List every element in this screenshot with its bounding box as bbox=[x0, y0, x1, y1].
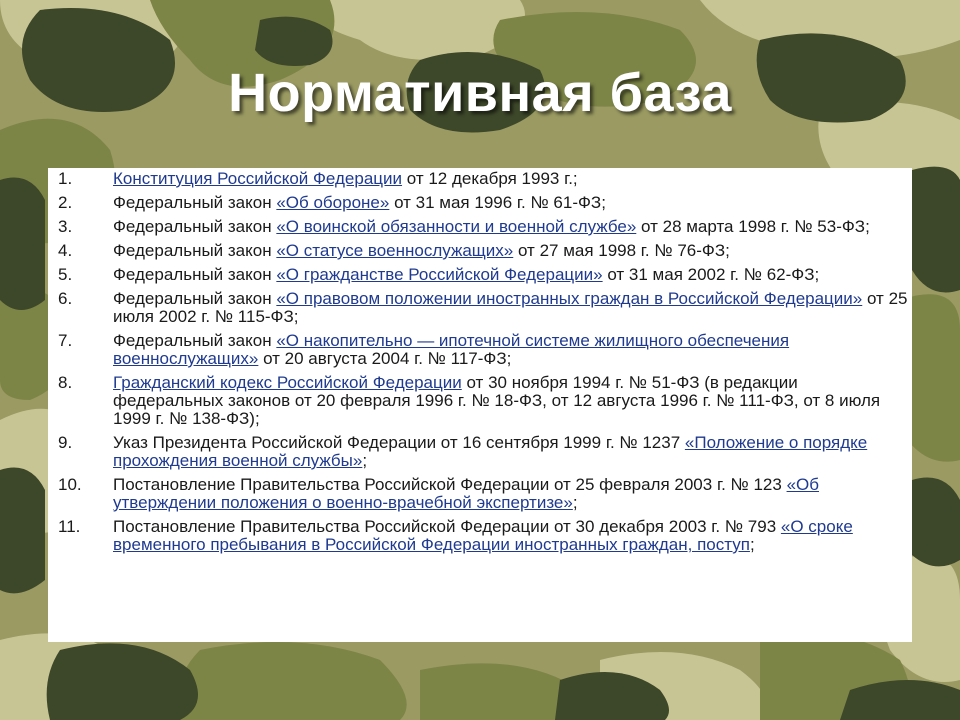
list-item-text: Федеральный закон bbox=[113, 289, 277, 308]
list-item-text: Постановление Правительства Российской Федерации от 25 февраля 2003 г. № 123 bbox=[113, 475, 787, 494]
document-link[interactable]: «Об обороне» bbox=[276, 193, 390, 212]
document-link[interactable]: «О сроке временного пребывания в Российской Федерации иностранных граждан, поступ bbox=[113, 517, 853, 554]
list-item-text: от 25 июля 2002 г. № 115-ФЗ; bbox=[113, 289, 908, 326]
list-item bbox=[48, 266, 912, 284]
list-item-number: 6. bbox=[58, 289, 73, 308]
list-item bbox=[48, 218, 912, 236]
document-link[interactable]: Конституция Российской Федерации bbox=[113, 169, 403, 188]
list-item bbox=[48, 194, 912, 212]
list-item bbox=[48, 170, 912, 188]
list-item-number: 1. bbox=[58, 169, 73, 188]
list-item-text: от 30 ноября 1994 г. № 51-ФЗ (в редакции федеральных законов от 20 февраля 1996 г. № 18-ФЗ, от 12 августа 1996 г. № 111-ФЗ, от 8 июля 1999 г. № 138-ФЗ); bbox=[113, 373, 881, 428]
list-item-text: от 12 декабря 1993 г.; bbox=[402, 169, 578, 188]
document-link[interactable]: «О статусе военнослужащих» bbox=[276, 241, 514, 260]
list-item bbox=[48, 434, 912, 470]
list-item-text: Федеральный закон bbox=[113, 217, 277, 236]
list-item bbox=[48, 518, 912, 554]
document-link[interactable]: «Положение о порядке прохождения военной службы» bbox=[113, 433, 868, 470]
content-panel bbox=[48, 168, 912, 642]
list-item-text: ; bbox=[749, 535, 755, 554]
list-item-text: от 20 августа 2004 г. № 117-ФЗ; bbox=[258, 349, 512, 368]
regulation-list bbox=[48, 170, 912, 560]
document-link[interactable]: «О правовом положении иностранных граждан в Российской Федерации» bbox=[276, 289, 863, 308]
list-item bbox=[48, 374, 912, 428]
document-link[interactable]: «О гражданстве Российской Федерации» bbox=[276, 265, 603, 284]
list-item-number: 11. bbox=[58, 517, 81, 536]
list-item-text: от 27 мая 1998 г. № 76-ФЗ; bbox=[513, 241, 730, 260]
list-item-text: Федеральный закон bbox=[113, 193, 277, 212]
slide-title: Нормативная база bbox=[228, 63, 732, 123]
list-item-text: Постановление Правительства Российской Федерации от 30 декабря 2003 г. № 793 bbox=[113, 517, 781, 536]
list-item-text: Федеральный закон bbox=[113, 265, 277, 284]
list-item bbox=[48, 290, 912, 326]
list-item-number: 10. bbox=[58, 475, 82, 494]
list-item-text: ; bbox=[572, 493, 578, 512]
list-item-text: Указ Президента Российской Федерации от 16 сентября 1999 г. № 1237 bbox=[113, 433, 685, 452]
list-item-text: от 28 марта 1998 г. № 53-ФЗ; bbox=[636, 217, 870, 236]
list-item-number: 5. bbox=[58, 265, 73, 284]
document-link[interactable]: «Об утверждении положения о военно-врачебной экспертизе» bbox=[113, 475, 819, 512]
list-item-text: ; bbox=[362, 451, 368, 470]
list-item-text: Федеральный закон bbox=[113, 241, 277, 260]
list-item-text: от 31 мая 2002 г. № 62-ФЗ; bbox=[602, 265, 820, 284]
list-item bbox=[48, 332, 912, 368]
list-item-text: Федеральный закон bbox=[113, 331, 277, 350]
document-link[interactable]: «О накопительно — ипотечной системе жилищного обеспечения военнослужащих» bbox=[113, 331, 790, 368]
list-item-number: 7. bbox=[58, 331, 73, 350]
list-item-text: от 31 мая 1996 г. № 61-ФЗ; bbox=[389, 193, 606, 212]
document-link[interactable]: «О воинской обязанности и военной службе» bbox=[276, 217, 637, 236]
list-item-number: 8. bbox=[58, 373, 73, 392]
list-item-number: 4. bbox=[58, 241, 73, 260]
list-item-number: 3. bbox=[58, 217, 73, 236]
document-link[interactable]: Гражданский кодекс Российской Федерации bbox=[113, 373, 462, 392]
list-item bbox=[48, 242, 912, 260]
list-item-number: 2. bbox=[58, 193, 73, 212]
list-item bbox=[48, 476, 912, 512]
list-item-number: 9. bbox=[58, 433, 73, 452]
